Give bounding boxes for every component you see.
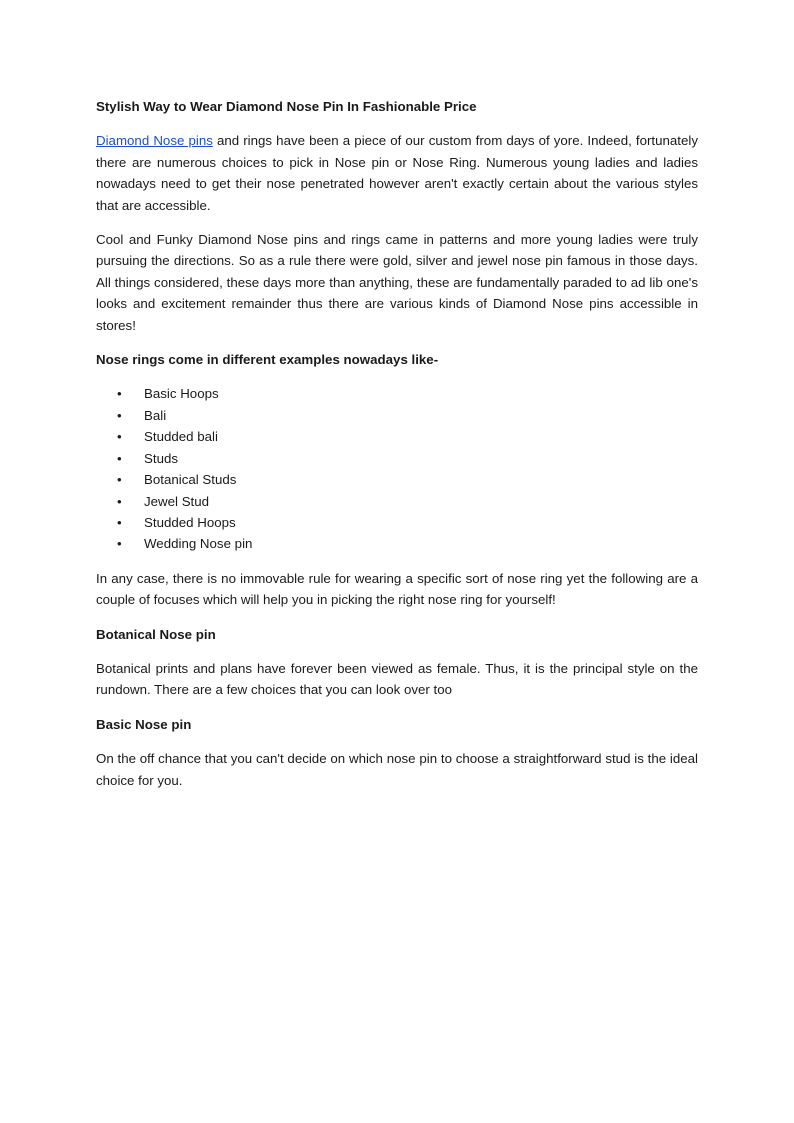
list-heading: Nose rings come in different examples nowadays like- — [96, 352, 439, 368]
list-item — [96, 448, 698, 469]
list-item-label: Bali — [144, 407, 167, 423]
basic-nose-pin-heading: Basic Nose pin — [96, 716, 192, 732]
styles-paragraph: Cool and Funky Diamond Nose pins and rings came in patterns and more young ladies were truly pursuing the directions. So as a rule there were gold, silver and jewel nose pin famous in those days. All things considered, these days more than anything, these are fundamentally paraded to ad lib one's looks and excitement remainder thus there are various kinds of Diamond Nose pins accessible in stores! — [96, 232, 698, 333]
bullet-icon: • — [117, 472, 122, 488]
advice-paragraph: In any case, there is no immovable rule for wearing a specific sort of nose ring yet the following are a couple of focuses which will help you in picking the right nose ring for yourself! — [96, 570, 698, 608]
list-item — [96, 533, 698, 554]
list-item — [96, 426, 698, 447]
bullet-icon: • — [117, 514, 122, 530]
list-item-label: Botanical Studs — [144, 472, 237, 488]
list-item-label: Basic Hoops — [144, 386, 219, 402]
diamond-nose-pins-link[interactable]: Diamond Nose pins — [96, 133, 213, 149]
bullet-icon: • — [117, 450, 122, 466]
bullet-icon: • — [117, 386, 122, 402]
nose-ring-types-list — [96, 383, 698, 554]
list-item — [96, 405, 698, 426]
list-item — [96, 469, 698, 490]
list-item-label: Studded Hoops — [144, 514, 236, 530]
intro-paragraph-text: and rings have been a piece of our custom from days of yore. Indeed, fortunately there are numerous choices to pick in Nose pin or Nose Ring. Numerous young ladies and ladies nowadays need to get their nose penetrated however aren't exactly certain about the various styles that are accessible. — [96, 133, 698, 213]
basic-nose-pin-text: On the off chance that you can't decide on which nose pin to choose a straightforward stud is the ideal choice for you. — [96, 751, 698, 788]
list-item — [96, 512, 698, 533]
document-page — [96, 96, 698, 804]
list-item-label: Studs — [144, 450, 179, 466]
list-item-label: Jewel Stud — [144, 493, 210, 509]
bullet-icon: • — [117, 429, 122, 445]
bullet-icon: • — [117, 407, 122, 423]
document-title: Stylish Way to Wear Diamond Nose Pin In Fashionable Price — [96, 99, 477, 114]
botanical-nose-pin-heading: Botanical Nose pin — [96, 626, 216, 642]
list-item — [96, 491, 698, 512]
botanical-nose-pin-text: Botanical prints and plans have forever been viewed as female. Thus, it is the principal style on the rundown. There are a few choices that you can look over too — [96, 660, 698, 698]
list-item — [96, 383, 698, 404]
bullet-icon: • — [117, 493, 122, 509]
intro-paragraph — [96, 130, 698, 216]
list-item-label: Studded bali — [144, 429, 218, 445]
list-item-label: Wedding Nose pin — [144, 536, 253, 552]
bullet-icon: • — [117, 536, 122, 552]
